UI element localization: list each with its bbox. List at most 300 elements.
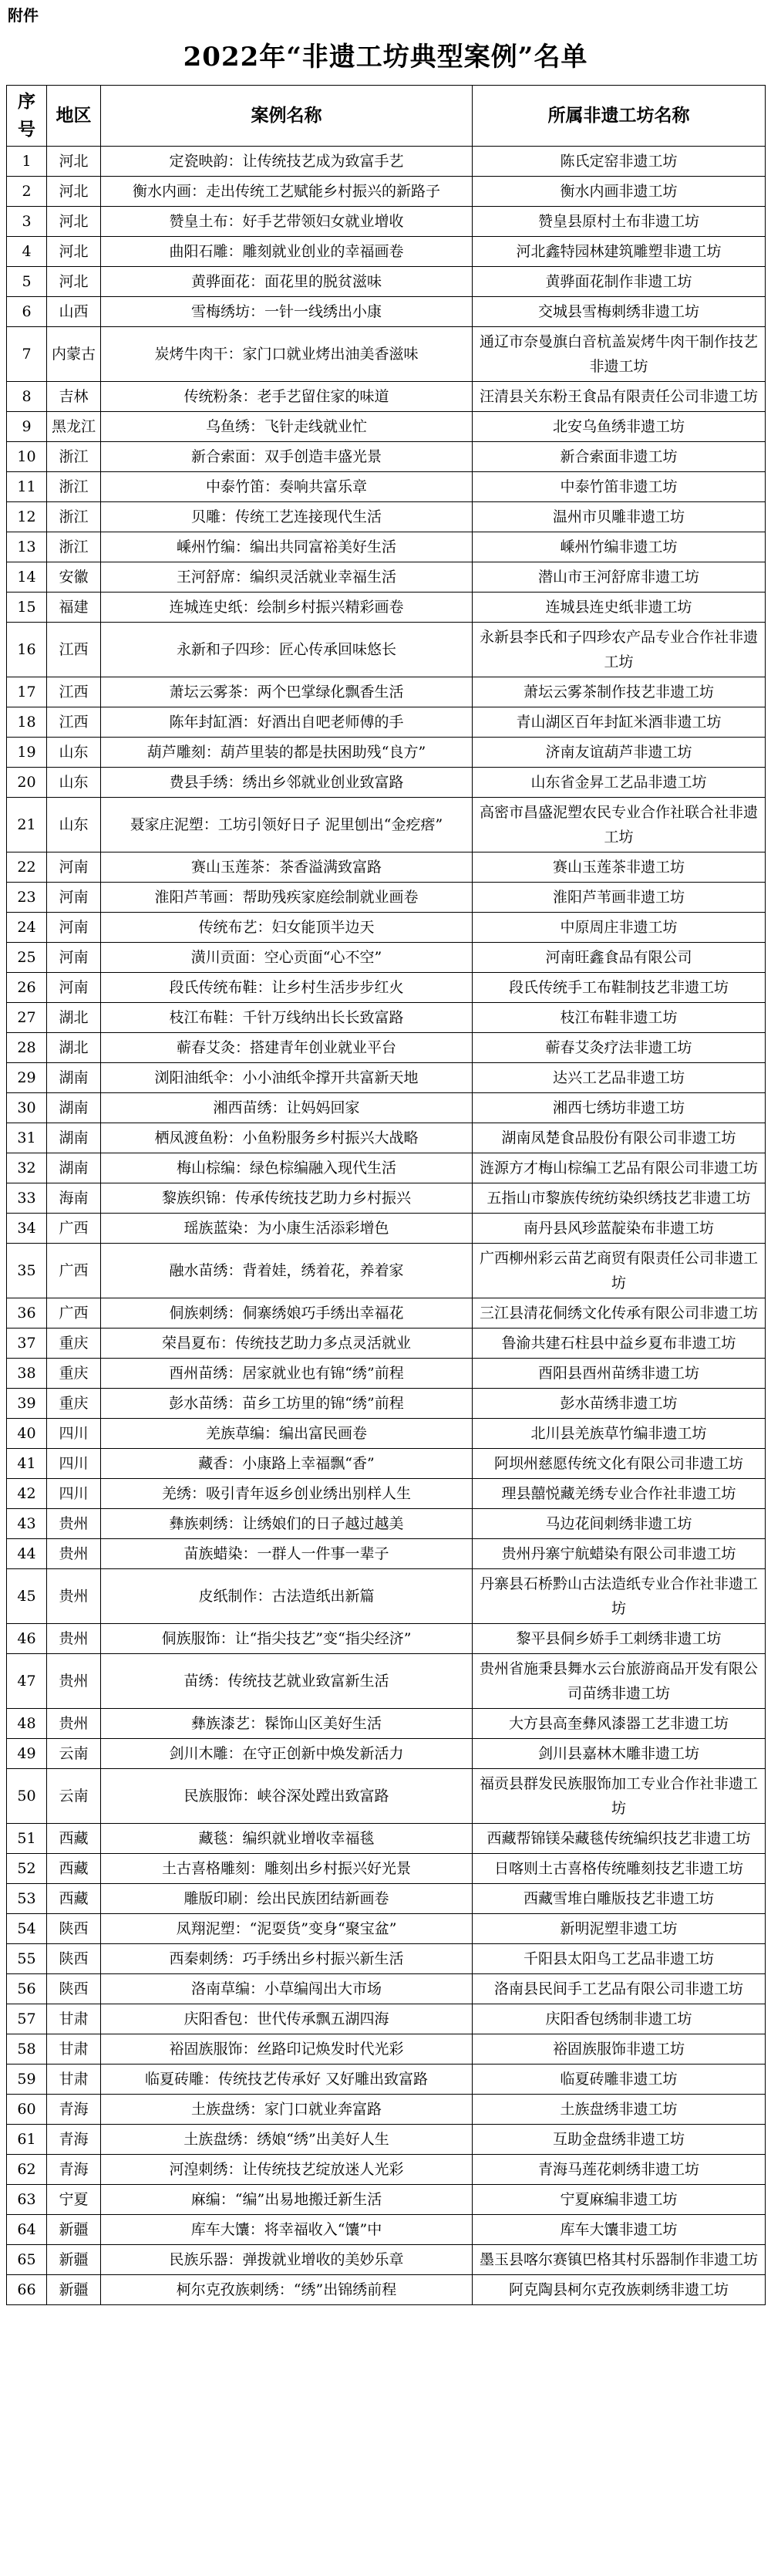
table-row bbox=[7, 1824, 766, 1854]
row-workshop-name: 赛山玉莲茶非遗工坊 bbox=[473, 852, 766, 883]
table-row bbox=[7, 2125, 766, 2155]
table-row bbox=[7, 1449, 766, 1479]
row-number: 5 bbox=[7, 267, 47, 297]
row-region: 浙江 bbox=[47, 442, 101, 472]
row-number: 52 bbox=[7, 1854, 47, 1884]
row-case-name: 王河舒席：编织灵活就业幸福生活 bbox=[101, 562, 473, 593]
row-workshop-name: 理县囍悦藏羌绣专业合作社非遗工坊 bbox=[473, 1479, 766, 1509]
row-region: 河南 bbox=[47, 973, 101, 1003]
table-row bbox=[7, 382, 766, 412]
row-region: 湖北 bbox=[47, 1003, 101, 1033]
table-row bbox=[7, 2275, 766, 2305]
row-number: 61 bbox=[7, 2125, 47, 2155]
table-row bbox=[7, 1654, 766, 1709]
row-case-name: 庆阳香包：世代传承飘五湖四海 bbox=[101, 2004, 473, 2034]
row-workshop-name: 蕲春艾灸疗法非遗工坊 bbox=[473, 1033, 766, 1063]
row-case-name: 土族盘绣：家门口就业奔富路 bbox=[101, 2095, 473, 2125]
row-case-name: 羌族草编：编出富民画卷 bbox=[101, 1419, 473, 1449]
row-region: 河北 bbox=[47, 267, 101, 297]
row-workshop-name: 日喀则土古喜格传统雕刻技艺非遗工坊 bbox=[473, 1854, 766, 1884]
row-region: 甘肃 bbox=[47, 2065, 101, 2095]
row-workshop-name: 鲁渝共建石柱县中益乡夏布非遗工坊 bbox=[473, 1329, 766, 1359]
row-number: 34 bbox=[7, 1214, 47, 1244]
row-region: 河南 bbox=[47, 943, 101, 973]
table-row bbox=[7, 1419, 766, 1449]
table-row bbox=[7, 1944, 766, 1974]
row-region: 四川 bbox=[47, 1479, 101, 1509]
row-case-name: 土族盘绣：绣娘“绣”出美好人生 bbox=[101, 2125, 473, 2155]
row-region: 青海 bbox=[47, 2125, 101, 2155]
row-workshop-name: 西藏雪堆白雕版技艺非遗工坊 bbox=[473, 1884, 766, 1914]
row-workshop-name: 山东省金昇工艺品非遗工坊 bbox=[473, 768, 766, 798]
row-number: 1 bbox=[7, 147, 47, 177]
table-row bbox=[7, 267, 766, 297]
table-row bbox=[7, 2185, 766, 2215]
row-number: 27 bbox=[7, 1003, 47, 1033]
row-number: 31 bbox=[7, 1123, 47, 1153]
row-case-name: 侗族刺绣：侗寨绣娘巧手绣出幸福花 bbox=[101, 1298, 473, 1329]
table-row bbox=[7, 442, 766, 472]
table-row bbox=[7, 2034, 766, 2065]
row-number: 19 bbox=[7, 738, 47, 768]
row-case-name: 贝雕：传统工艺连接现代生活 bbox=[101, 502, 473, 532]
row-region: 河北 bbox=[47, 207, 101, 237]
row-number: 21 bbox=[7, 798, 47, 852]
row-workshop-name: 温州市贝雕非遗工坊 bbox=[473, 502, 766, 532]
row-region: 湖南 bbox=[47, 1063, 101, 1093]
row-case-name: 荣昌夏布：传统技艺助力多点灵活就业 bbox=[101, 1329, 473, 1359]
table-row bbox=[7, 1183, 766, 1214]
row-case-name: 赞皇土布：好手艺带领妇女就业增收 bbox=[101, 207, 473, 237]
row-number: 44 bbox=[7, 1539, 47, 1569]
table-row bbox=[7, 1298, 766, 1329]
row-workshop-name: 福贡县群发民族服饰加工专业合作社非遗工坊 bbox=[473, 1769, 766, 1824]
table-row bbox=[7, 1854, 766, 1884]
row-region: 新疆 bbox=[47, 2245, 101, 2275]
row-number: 64 bbox=[7, 2215, 47, 2245]
row-workshop-name: 潜山市王河舒席非遗工坊 bbox=[473, 562, 766, 593]
header-workshop-name: 所属非遗工坊名称 bbox=[473, 86, 766, 147]
table-row bbox=[7, 1033, 766, 1063]
row-number: 2 bbox=[7, 177, 47, 207]
table-row bbox=[7, 1509, 766, 1539]
row-workshop-name: 丹寨县石桥黔山古法造纸专业合作社非遗工坊 bbox=[473, 1569, 766, 1624]
row-workshop-name: 济南友谊葫芦非遗工坊 bbox=[473, 738, 766, 768]
row-case-name: 永新和子四珍：匠心传承回味悠长 bbox=[101, 623, 473, 677]
row-region: 江西 bbox=[47, 677, 101, 707]
row-workshop-name: 贵州省施秉县舞水云台旅游商品开发有限公司苗绣非遗工坊 bbox=[473, 1654, 766, 1709]
row-region: 青海 bbox=[47, 2095, 101, 2125]
row-case-name: 土古喜格雕刻：雕刻出乡村振兴好光景 bbox=[101, 1854, 473, 1884]
row-region: 山东 bbox=[47, 768, 101, 798]
table-row bbox=[7, 1769, 766, 1824]
row-number: 62 bbox=[7, 2155, 47, 2185]
row-workshop-name: 阿坝州慈愿传统文化有限公司非遗工坊 bbox=[473, 1449, 766, 1479]
row-workshop-name: 黄骅面花制作非遗工坊 bbox=[473, 267, 766, 297]
row-case-name: 藏毯：编织就业增收幸福毯 bbox=[101, 1824, 473, 1854]
row-number: 43 bbox=[7, 1509, 47, 1539]
row-workshop-name: 河南旺鑫食品有限公司 bbox=[473, 943, 766, 973]
row-number: 12 bbox=[7, 502, 47, 532]
row-number: 36 bbox=[7, 1298, 47, 1329]
row-workshop-name: 衡水内画非遗工坊 bbox=[473, 177, 766, 207]
row-number: 20 bbox=[7, 768, 47, 798]
table-row bbox=[7, 1123, 766, 1153]
row-region: 江西 bbox=[47, 707, 101, 738]
row-region: 河北 bbox=[47, 147, 101, 177]
row-case-name: 定瓷映韵：让传统技艺成为致富手艺 bbox=[101, 147, 473, 177]
row-case-name: 嵊州竹编：编出共同富裕美好生活 bbox=[101, 532, 473, 562]
table-row bbox=[7, 1739, 766, 1769]
row-case-name: 曲阳石雕：雕刻就业创业的幸福画卷 bbox=[101, 237, 473, 267]
row-number: 65 bbox=[7, 2245, 47, 2275]
row-number: 30 bbox=[7, 1093, 47, 1123]
row-workshop-name: 涟源方才梅山棕编工艺品有限公司非遗工坊 bbox=[473, 1153, 766, 1183]
row-workshop-name: 中原周庄非遗工坊 bbox=[473, 913, 766, 943]
row-workshop-name: 新明泥塑非遗工坊 bbox=[473, 1914, 766, 1944]
row-workshop-name: 段氏传统手工布鞋制技艺非遗工坊 bbox=[473, 973, 766, 1003]
row-case-name: 河湟刺绣：让传统技艺绽放迷人光彩 bbox=[101, 2155, 473, 2185]
row-number: 45 bbox=[7, 1569, 47, 1624]
row-workshop-name: 北川县羌族草竹编非遗工坊 bbox=[473, 1419, 766, 1449]
row-region: 西藏 bbox=[47, 1854, 101, 1884]
row-region: 河北 bbox=[47, 177, 101, 207]
row-number: 4 bbox=[7, 237, 47, 267]
row-case-name: 民族乐器：弹拨就业增收的美妙乐章 bbox=[101, 2245, 473, 2275]
row-workshop-name: 酉阳县酉州苗绣非遗工坊 bbox=[473, 1359, 766, 1389]
row-workshop-name: 千阳县太阳鸟工艺品非遗工坊 bbox=[473, 1944, 766, 1974]
row-workshop-name: 裕固族服饰非遗工坊 bbox=[473, 2034, 766, 2065]
row-number: 9 bbox=[7, 412, 47, 442]
table-row bbox=[7, 1569, 766, 1624]
row-number: 33 bbox=[7, 1183, 47, 1214]
row-number: 50 bbox=[7, 1769, 47, 1824]
table-row bbox=[7, 532, 766, 562]
row-workshop-name: 剑川县嘉林木雕非遗工坊 bbox=[473, 1739, 766, 1769]
row-workshop-name: 高密市昌盛泥塑农民专业合作社联合社非遗工坊 bbox=[473, 798, 766, 852]
row-case-name: 苗族蜡染：一群人一件事一辈子 bbox=[101, 1539, 473, 1569]
row-number: 8 bbox=[7, 382, 47, 412]
row-region: 重庆 bbox=[47, 1389, 101, 1419]
table-row bbox=[7, 207, 766, 237]
row-region: 甘肃 bbox=[47, 2034, 101, 2065]
table-row bbox=[7, 177, 766, 207]
row-number: 42 bbox=[7, 1479, 47, 1509]
row-workshop-name: 宁夏麻编非遗工坊 bbox=[473, 2185, 766, 2215]
table-row bbox=[7, 1389, 766, 1419]
row-number: 25 bbox=[7, 943, 47, 973]
table-row bbox=[7, 1244, 766, 1298]
row-case-name: 蕲春艾灸：搭建青年创业就业平台 bbox=[101, 1033, 473, 1063]
row-workshop-name: 永新县李氏和子四珍农产品专业合作社非遗工坊 bbox=[473, 623, 766, 677]
row-region: 贵州 bbox=[47, 1539, 101, 1569]
row-case-name: 淮阳芦苇画：帮助残疾家庭绘制就业画卷 bbox=[101, 883, 473, 913]
row-workshop-name: 淮阳芦苇画非遗工坊 bbox=[473, 883, 766, 913]
row-region: 河南 bbox=[47, 913, 101, 943]
row-number: 55 bbox=[7, 1944, 47, 1974]
row-workshop-name: 贵州丹寨宁航蜡染有限公司非遗工坊 bbox=[473, 1539, 766, 1569]
row-number: 13 bbox=[7, 532, 47, 562]
row-number: 53 bbox=[7, 1884, 47, 1914]
table-row bbox=[7, 412, 766, 442]
row-number: 35 bbox=[7, 1244, 47, 1298]
row-workshop-name: 河北鑫特园林建筑雕塑非遗工坊 bbox=[473, 237, 766, 267]
row-case-name: 赛山玉莲茶：茶香溢满致富路 bbox=[101, 852, 473, 883]
header-number: 序号 bbox=[7, 86, 47, 147]
row-workshop-name: 湖南凤楚食品股份有限公司非遗工坊 bbox=[473, 1123, 766, 1153]
row-case-name: 藏香：小康路上幸福飘“香” bbox=[101, 1449, 473, 1479]
row-workshop-name: 墨玉县喀尔赛镇巴格其村乐器制作非遗工坊 bbox=[473, 2245, 766, 2275]
row-workshop-name: 交城县雪梅刺绣非遗工坊 bbox=[473, 297, 766, 327]
table-row bbox=[7, 237, 766, 267]
row-number: 11 bbox=[7, 472, 47, 502]
row-workshop-name: 连城县连史纸非遗工坊 bbox=[473, 593, 766, 623]
row-region: 云南 bbox=[47, 1739, 101, 1769]
table-row bbox=[7, 973, 766, 1003]
row-region: 甘肃 bbox=[47, 2004, 101, 2034]
row-region: 贵州 bbox=[47, 1709, 101, 1739]
row-region: 云南 bbox=[47, 1769, 101, 1824]
row-region: 山东 bbox=[47, 738, 101, 768]
row-number: 22 bbox=[7, 852, 47, 883]
row-number: 54 bbox=[7, 1914, 47, 1944]
table-row bbox=[7, 2095, 766, 2125]
row-workshop-name: 庆阳香包绣制非遗工坊 bbox=[473, 2004, 766, 2034]
row-region: 陕西 bbox=[47, 1914, 101, 1944]
row-case-name: 库车大馕：将幸福收入“馕”中 bbox=[101, 2215, 473, 2245]
row-workshop-name: 黎平县侗乡娇手工刺绣非遗工坊 bbox=[473, 1624, 766, 1654]
table-row bbox=[7, 1539, 766, 1569]
row-case-name: 萧坛云雾茶：两个巴掌绿化飘香生活 bbox=[101, 677, 473, 707]
row-case-name: 陈年封缸酒：好酒出自吧老师傅的手 bbox=[101, 707, 473, 738]
table-row bbox=[7, 913, 766, 943]
row-number: 48 bbox=[7, 1709, 47, 1739]
row-region: 陕西 bbox=[47, 1944, 101, 1974]
table-body bbox=[7, 147, 766, 2305]
row-workshop-name: 青海马莲花刺绣非遗工坊 bbox=[473, 2155, 766, 2185]
row-region: 贵州 bbox=[47, 1624, 101, 1654]
row-workshop-name: 阿克陶县柯尔克孜族刺绣非遗工坊 bbox=[473, 2275, 766, 2305]
row-region: 安徽 bbox=[47, 562, 101, 593]
row-region: 青海 bbox=[47, 2155, 101, 2185]
table-row bbox=[7, 297, 766, 327]
row-case-name: 雪梅绣坊：一针一线绣出小康 bbox=[101, 297, 473, 327]
table-row bbox=[7, 1329, 766, 1359]
row-region: 陕西 bbox=[47, 1974, 101, 2004]
row-workshop-name: 西藏帮锦镁朵藏毯传统编织技艺非遗工坊 bbox=[473, 1824, 766, 1854]
row-region: 山东 bbox=[47, 798, 101, 852]
table-row bbox=[7, 502, 766, 532]
row-region: 浙江 bbox=[47, 532, 101, 562]
row-region: 贵州 bbox=[47, 1509, 101, 1539]
row-region: 广西 bbox=[47, 1244, 101, 1298]
row-workshop-name: 大方县高奎彝风漆器工艺非遗工坊 bbox=[473, 1709, 766, 1739]
row-region: 宁夏 bbox=[47, 2185, 101, 2215]
row-case-name: 西秦刺绣：巧手绣出乡村振兴新生活 bbox=[101, 1944, 473, 1974]
table-row bbox=[7, 1974, 766, 2004]
row-region: 河南 bbox=[47, 883, 101, 913]
row-number: 57 bbox=[7, 2004, 47, 2034]
row-region: 海南 bbox=[47, 1183, 101, 1214]
header-case-name: 案例名称 bbox=[101, 86, 473, 147]
row-case-name: 彝族刺绣：让绣娘们的日子越过越美 bbox=[101, 1509, 473, 1539]
table-row bbox=[7, 883, 766, 913]
row-number: 29 bbox=[7, 1063, 47, 1093]
row-region: 西藏 bbox=[47, 1884, 101, 1914]
row-workshop-name: 枝江布鞋非遗工坊 bbox=[473, 1003, 766, 1033]
row-number: 51 bbox=[7, 1824, 47, 1854]
row-case-name: 栖凤渡鱼粉：小鱼粉服务乡村振兴大战略 bbox=[101, 1123, 473, 1153]
row-case-name: 融水苗绣：背着娃，绣着花，养着家 bbox=[101, 1244, 473, 1298]
table-row bbox=[7, 2065, 766, 2095]
row-workshop-name: 湘西七绣坊非遗工坊 bbox=[473, 1093, 766, 1123]
table-row bbox=[7, 1003, 766, 1033]
row-case-name: 彭水苗绣：苗乡工坊里的锦“绣”前程 bbox=[101, 1389, 473, 1419]
row-number: 49 bbox=[7, 1739, 47, 1769]
row-region: 山西 bbox=[47, 297, 101, 327]
row-case-name: 连城连史纸：绘制乡村振兴精彩画卷 bbox=[101, 593, 473, 623]
table-row bbox=[7, 2155, 766, 2185]
row-case-name: 黄骅面花：面花里的脱贫滋味 bbox=[101, 267, 473, 297]
row-case-name: 葫芦雕刻：葫芦里装的都是扶困助残“良方” bbox=[101, 738, 473, 768]
row-region: 贵州 bbox=[47, 1654, 101, 1709]
row-case-name: 炭烤牛肉干：家门口就业烤出油美香滋味 bbox=[101, 327, 473, 382]
row-workshop-name: 临夏砖雕非遗工坊 bbox=[473, 2065, 766, 2095]
row-number: 40 bbox=[7, 1419, 47, 1449]
row-workshop-name: 中泰竹笛非遗工坊 bbox=[473, 472, 766, 502]
row-number: 39 bbox=[7, 1389, 47, 1419]
case-list-table bbox=[6, 85, 766, 2305]
row-workshop-name: 达兴工艺品非遗工坊 bbox=[473, 1063, 766, 1093]
table-row bbox=[7, 677, 766, 707]
row-case-name: 潢川贡面：空心贡面“心不空” bbox=[101, 943, 473, 973]
row-workshop-name: 通辽市奈曼旗白音杭盖炭烤牛肉干制作技艺非遗工坊 bbox=[473, 327, 766, 382]
row-workshop-name: 陈氏定窑非遗工坊 bbox=[473, 147, 766, 177]
table-row bbox=[7, 1093, 766, 1123]
table-row bbox=[7, 472, 766, 502]
row-case-name: 枝江布鞋：千针万线纳出长长致富路 bbox=[101, 1003, 473, 1033]
row-number: 37 bbox=[7, 1329, 47, 1359]
table-row bbox=[7, 943, 766, 973]
row-workshop-name: 三江县清花侗绣文化传承有限公司非遗工坊 bbox=[473, 1298, 766, 1329]
row-number: 26 bbox=[7, 973, 47, 1003]
row-case-name: 梅山棕编：绿色棕编融入现代生活 bbox=[101, 1153, 473, 1183]
row-number: 14 bbox=[7, 562, 47, 593]
table-row bbox=[7, 1063, 766, 1093]
row-case-name: 黎族织锦：传承传统技艺助力乡村振兴 bbox=[101, 1183, 473, 1214]
row-case-name: 临夏砖雕：传统技艺传承好 又好雕出致富路 bbox=[101, 2065, 473, 2095]
row-case-name: 衡水内画：走出传统工艺赋能乡村振兴的新路子 bbox=[101, 177, 473, 207]
row-number: 60 bbox=[7, 2095, 47, 2125]
row-region: 浙江 bbox=[47, 502, 101, 532]
row-region: 湖南 bbox=[47, 1093, 101, 1123]
row-case-name: 瑶族蓝染：为小康生活添彩增色 bbox=[101, 1214, 473, 1244]
row-region: 吉林 bbox=[47, 382, 101, 412]
row-number: 63 bbox=[7, 2185, 47, 2215]
row-number: 58 bbox=[7, 2034, 47, 2065]
table-row bbox=[7, 1479, 766, 1509]
row-case-name: 皮纸制作：古法造纸出新篇 bbox=[101, 1569, 473, 1624]
table-row bbox=[7, 1709, 766, 1739]
row-region: 湖北 bbox=[47, 1033, 101, 1063]
row-case-name: 传统布艺：妇女能顶半边天 bbox=[101, 913, 473, 943]
row-region: 湖南 bbox=[47, 1153, 101, 1183]
row-case-name: 苗绣：传统技艺就业致富新生活 bbox=[101, 1654, 473, 1709]
row-case-name: 凤翔泥塑：“泥耍货”变身“聚宝盆” bbox=[101, 1914, 473, 1944]
row-number: 66 bbox=[7, 2275, 47, 2305]
row-workshop-name: 马边花间刺绣非遗工坊 bbox=[473, 1509, 766, 1539]
table-row bbox=[7, 852, 766, 883]
row-number: 3 bbox=[7, 207, 47, 237]
row-region: 重庆 bbox=[47, 1359, 101, 1389]
row-case-name: 新合索面：双手创造丰盛光景 bbox=[101, 442, 473, 472]
row-region: 河北 bbox=[47, 237, 101, 267]
row-case-name: 聂家庄泥塑：工坊引领好日子 泥里刨出“金疙瘩” bbox=[101, 798, 473, 852]
row-case-name: 柯尔克孜族刺绣：“绣”出锦绣前程 bbox=[101, 2275, 473, 2305]
row-number: 17 bbox=[7, 677, 47, 707]
table-row bbox=[7, 798, 766, 852]
table-row bbox=[7, 623, 766, 677]
row-workshop-name: 北安乌鱼绣非遗工坊 bbox=[473, 412, 766, 442]
row-case-name: 民族服饰：峡谷深处蹚出致富路 bbox=[101, 1769, 473, 1824]
row-region: 西藏 bbox=[47, 1824, 101, 1854]
row-number: 23 bbox=[7, 883, 47, 913]
row-workshop-name: 五指山市黎族传统纺染织绣技艺非遗工坊 bbox=[473, 1183, 766, 1214]
row-region: 新疆 bbox=[47, 2215, 101, 2245]
row-workshop-name: 土族盘绣非遗工坊 bbox=[473, 2095, 766, 2125]
table-row bbox=[7, 1624, 766, 1654]
row-region: 广西 bbox=[47, 1214, 101, 1244]
row-number: 41 bbox=[7, 1449, 47, 1479]
table-row bbox=[7, 1884, 766, 1914]
row-region: 江西 bbox=[47, 623, 101, 677]
row-case-name: 湘西苗绣：让妈妈回家 bbox=[101, 1093, 473, 1123]
table-row bbox=[7, 768, 766, 798]
row-workshop-name: 嵊州竹编非遗工坊 bbox=[473, 532, 766, 562]
row-number: 6 bbox=[7, 297, 47, 327]
row-workshop-name: 赞皇县原村土布非遗工坊 bbox=[473, 207, 766, 237]
row-case-name: 雕版印刷：绘出民族团结新画卷 bbox=[101, 1884, 473, 1914]
row-workshop-name: 新合索面非遗工坊 bbox=[473, 442, 766, 472]
table-row bbox=[7, 1214, 766, 1244]
row-workshop-name: 广西柳州彩云苗艺商贸有限责任公司非遗工坊 bbox=[473, 1244, 766, 1298]
row-workshop-name: 萧坛云雾茶制作技艺非遗工坊 bbox=[473, 677, 766, 707]
row-region: 四川 bbox=[47, 1449, 101, 1479]
row-case-name: 段氏传统布鞋：让乡村生活步步红火 bbox=[101, 973, 473, 1003]
row-number: 7 bbox=[7, 327, 47, 382]
row-region: 四川 bbox=[47, 1419, 101, 1449]
row-number: 28 bbox=[7, 1033, 47, 1063]
table-row bbox=[7, 147, 766, 177]
row-number: 18 bbox=[7, 707, 47, 738]
row-workshop-name: 彭水苗绣非遗工坊 bbox=[473, 1389, 766, 1419]
row-region: 新疆 bbox=[47, 2275, 101, 2305]
table-row bbox=[7, 2004, 766, 2034]
table-row bbox=[7, 738, 766, 768]
row-case-name: 彝族漆艺：髹饰山区美好生活 bbox=[101, 1709, 473, 1739]
table-row bbox=[7, 1359, 766, 1389]
table-header-row bbox=[7, 86, 766, 147]
table-row bbox=[7, 1153, 766, 1183]
row-case-name: 乌鱼绣：飞针走线就业忙 bbox=[101, 412, 473, 442]
row-region: 黑龙江 bbox=[47, 412, 101, 442]
table-row bbox=[7, 1914, 766, 1944]
row-workshop-name: 青山湖区百年封缸米酒非遗工坊 bbox=[473, 707, 766, 738]
row-workshop-name: 库车大馕非遗工坊 bbox=[473, 2215, 766, 2245]
table-row bbox=[7, 707, 766, 738]
row-case-name: 酉州苗绣：居家就业也有锦“绣”前程 bbox=[101, 1359, 473, 1389]
table-row bbox=[7, 327, 766, 382]
